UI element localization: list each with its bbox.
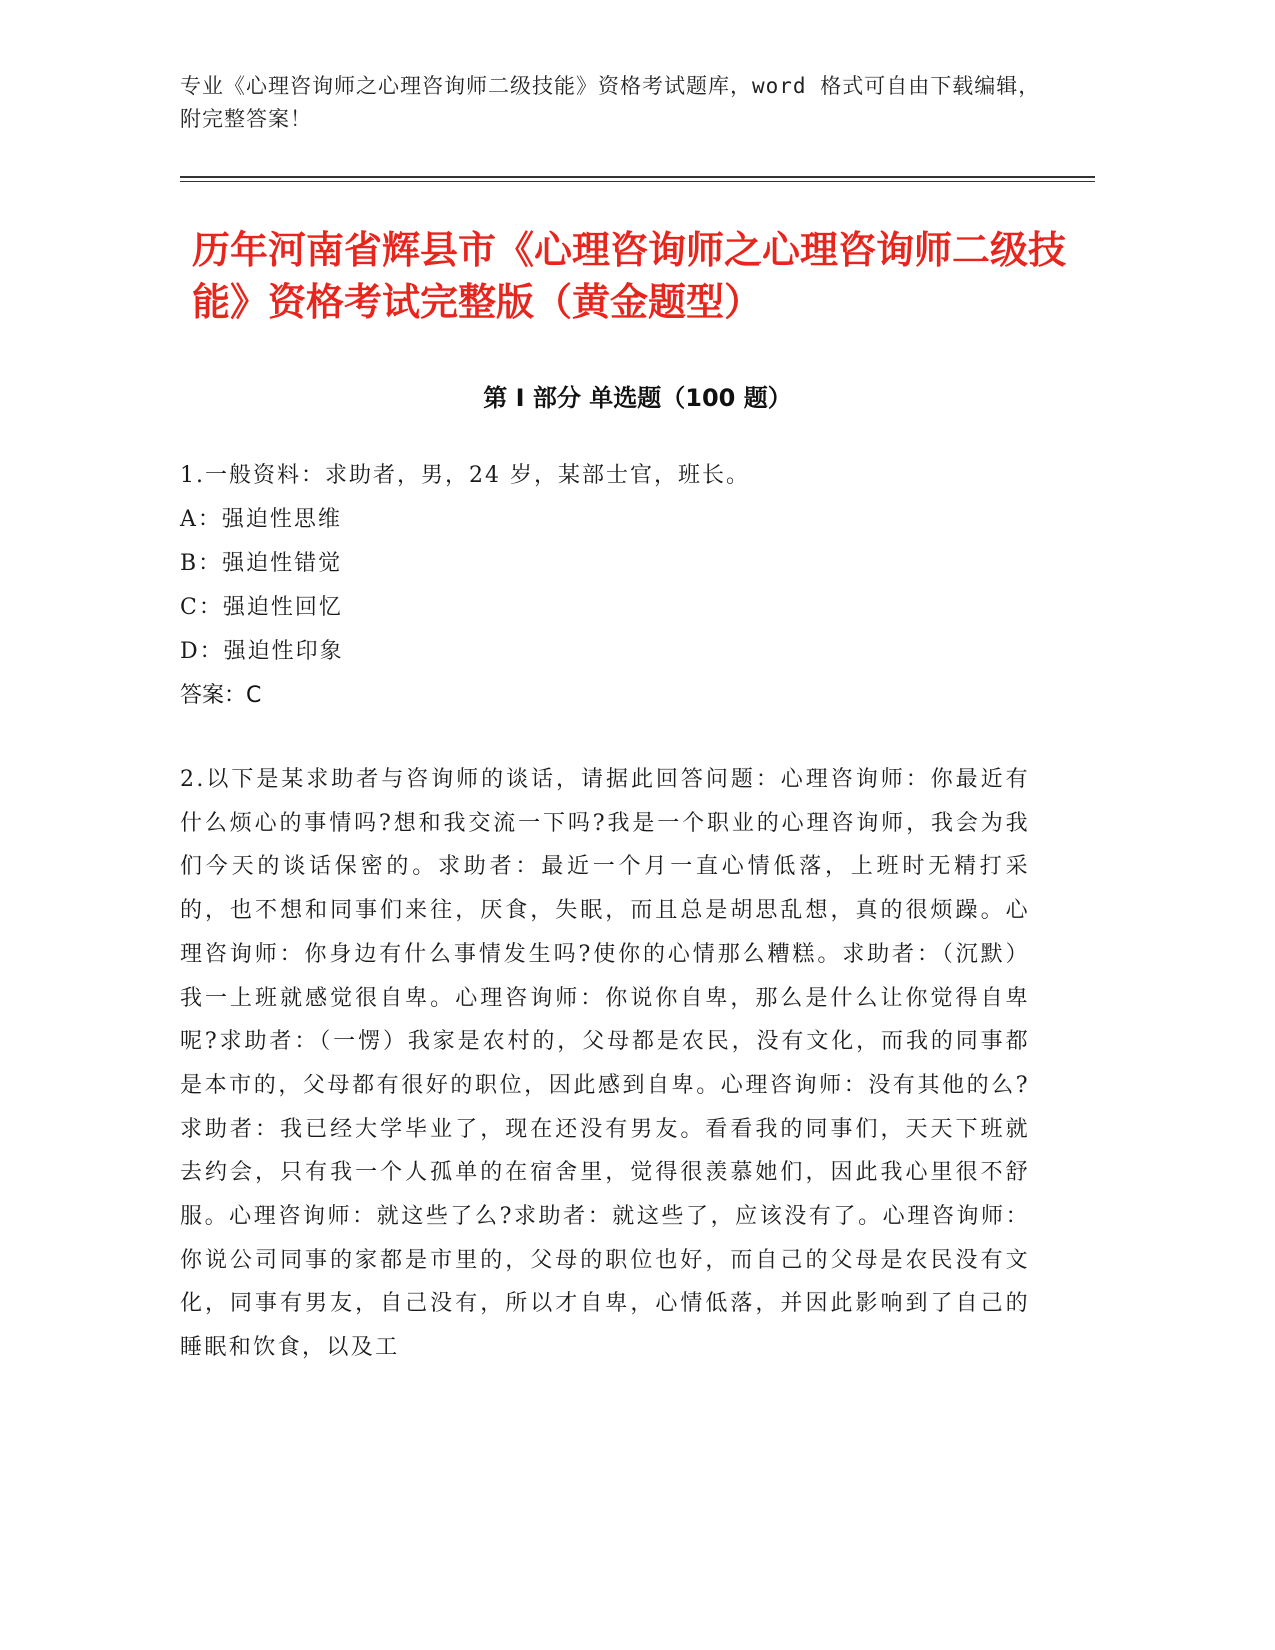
section-heading: 第 I 部分 单选题（100 题） [483,384,792,412]
question-stem: 1.一般资料：求助者，男，24 岁，某部士官，班长。 [180,463,750,488]
document-title: 历年河南省辉县市《心理咨询师之心理咨询师二级技能》资格考试完整版（黄金题型） [192,228,1067,324]
answer-line: 答案：C [180,683,262,708]
option-b: B：强迫性错觉 [180,551,343,576]
header-note: 专业《心理咨询师之心理咨询师二级技能》资格考试题库，word 格式可自由下载编辑，附完整答案！ [180,74,1041,131]
header-divider [180,176,1095,178]
question-stem: 2.以下是某求助者与咨询师的谈话，请据此回答问题：心理咨询师：你最近有什么烦心的事情吗?想和我交流一下吗?我是一个职业的心理咨询师，我会为我们今天的谈话保密的。求助者：最近一个月一直心情低落，上班时无精打采的，也不想和同事们来往，厌食，失眠，而且总是胡思乱想，真的很烦躁。心理咨询师：你身边有什么事情发生吗?使你的心情那么糟糕。求助者：（沉默）我一上班就感觉很自卑。心理咨询师：你说你自卑，那么是什么让你觉得自卑呢?求助者：（一愣）我家是农村的，父母都是农民，没有文化，而我的同事都是本市的，父母都有很好的职位，因此感到自卑。心理咨询师：没有其他的么?求助者：我已经大学毕业了，现在还没有男友。看看我的同事们，天天下班就去约会，只有我一个人孤单的在宿舍里，觉得很羡慕她们，因此我心里很不舒服。心理咨询师：就这些了么?求助者：就这些了，应该没有了。心理咨询师：你说公司同事的家都是市里的，父母的职位也好，而自己的父母是农民没有文化，同事有男友，自己没有，所以才自卑，心情低落，并因此影响到了自己的睡眠和饮食，以及工 [180,767,1030,1361]
option-d: D：强迫性印象 [180,639,344,664]
header-divider-thin [180,181,1095,182]
option-a: A：强迫性思维 [180,507,342,532]
question-2 [180,758,1030,1370]
option-c: C：强迫性回忆 [180,595,343,620]
question-1 [180,454,1030,718]
